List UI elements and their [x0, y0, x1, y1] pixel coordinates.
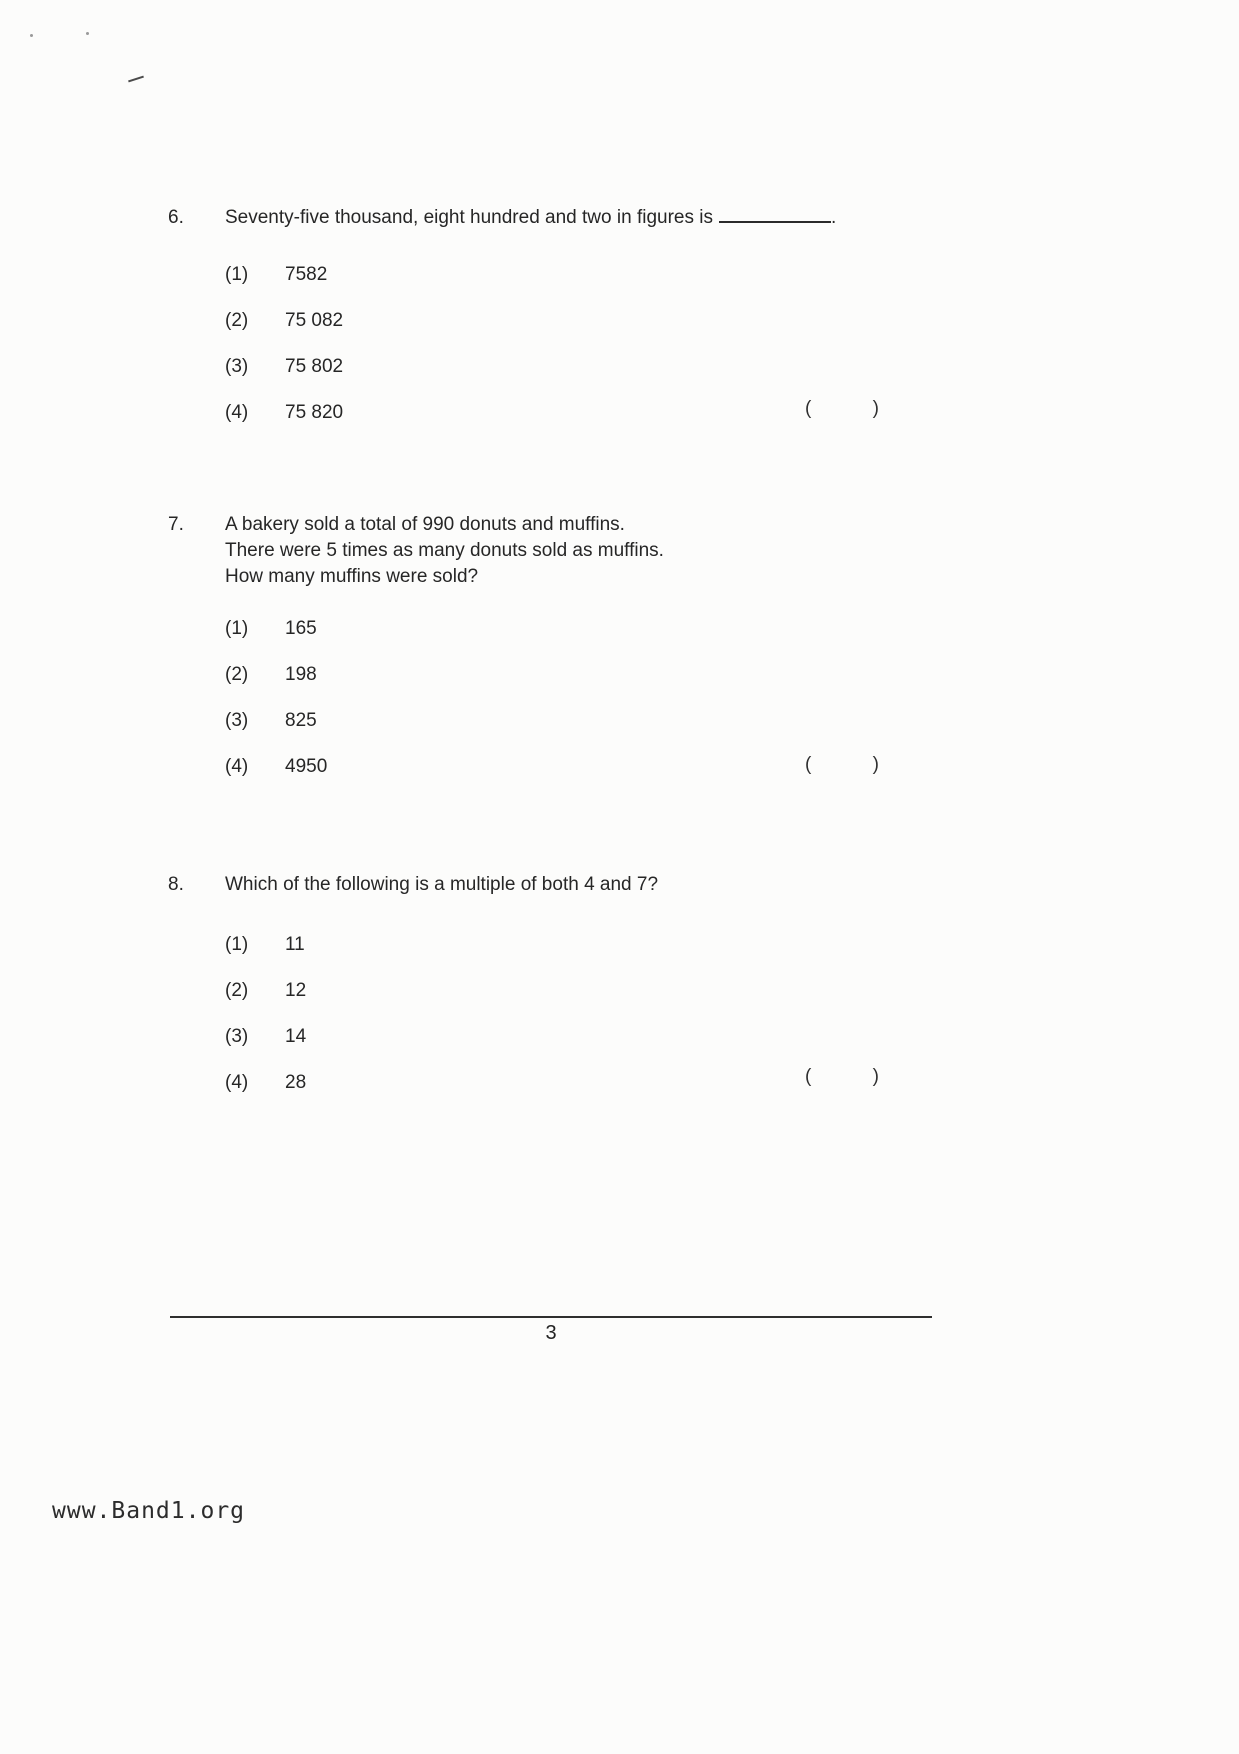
option-label: (3): [225, 356, 249, 377]
question-8-header: [168, 872, 658, 898]
option-row: [225, 980, 658, 1002]
option-label: (1): [225, 618, 249, 639]
option-value: 825: [285, 710, 317, 731]
option-label: (2): [225, 980, 249, 1001]
option-value: 7582: [285, 264, 328, 285]
option-value: 75 082: [285, 310, 344, 331]
option-value: 75 820: [285, 402, 344, 423]
question-number: 6.: [168, 207, 184, 228]
option-label: (2): [225, 664, 249, 685]
question-text: [225, 205, 836, 231]
answer-blank: [719, 207, 831, 223]
option-value: 75 802: [285, 356, 344, 377]
option-label: (3): [225, 1026, 249, 1047]
scan-artifact: [128, 76, 144, 83]
answer-brackets: [805, 754, 879, 776]
option-label: (2): [225, 310, 249, 331]
option-value: 198: [285, 664, 317, 685]
option-label: (1): [225, 934, 249, 955]
option-value: 28: [285, 1072, 307, 1093]
option-value: 11: [285, 934, 305, 955]
option-row: [225, 402, 836, 424]
bracket-close: ): [872, 1066, 879, 1087]
question-text-line: How many muffins were sold?: [225, 566, 479, 587]
question-number: 7.: [168, 514, 184, 535]
answer-brackets: [805, 398, 879, 420]
option-label: (4): [225, 756, 249, 777]
bracket-close: ): [872, 398, 879, 419]
question-text-line: Seventy-five thousand, eight hundred and two in figures is: [225, 207, 713, 228]
question-8-options: [225, 934, 658, 1094]
option-row: [225, 618, 664, 640]
option-value: 4950: [285, 756, 328, 777]
question-8: [168, 872, 658, 1118]
footer-divider: [170, 1316, 932, 1318]
question-text-line: A bakery sold a total of 990 donuts and muffins.: [225, 514, 625, 535]
question-6-options: [225, 264, 836, 424]
option-label: (1): [225, 264, 249, 285]
bracket-open: (: [805, 1066, 812, 1087]
question-text: [225, 512, 664, 590]
question-6: [168, 205, 836, 448]
option-value: 12: [285, 980, 307, 1001]
question-6-header: [168, 205, 836, 231]
option-value: 165: [285, 618, 317, 639]
question-7: [168, 512, 664, 802]
option-row: [225, 934, 658, 956]
option-row: [225, 756, 664, 778]
option-label: (4): [225, 402, 249, 423]
option-row: [225, 1072, 658, 1094]
bracket-open: (: [805, 754, 812, 775]
question-text-line: Which of the following is a multiple of both 4 and 7?: [225, 874, 659, 895]
bracket-close: ): [872, 754, 879, 775]
question-text-line: There were 5 times as many donuts sold as muffins.: [225, 540, 664, 561]
option-row: [225, 356, 836, 378]
option-row: [225, 264, 836, 286]
scan-artifact: [86, 32, 89, 35]
option-row: [225, 710, 664, 732]
question-text-suffix: .: [830, 207, 837, 228]
option-row: [225, 310, 836, 332]
question-text: [225, 872, 658, 898]
option-row: [225, 1026, 658, 1048]
option-label: (3): [225, 710, 249, 731]
watermark-url: www.Band1.org: [52, 1498, 246, 1524]
bracket-open: (: [805, 398, 812, 419]
option-row: [225, 664, 664, 686]
page-number: 3: [545, 1322, 557, 1344]
scan-artifact: [30, 34, 33, 37]
question-number: 8.: [168, 874, 184, 895]
option-label: (4): [225, 1072, 249, 1093]
question-7-options: [225, 618, 664, 778]
answer-brackets: [805, 1066, 879, 1088]
option-value: 14: [285, 1026, 307, 1047]
question-7-header: [168, 512, 664, 590]
